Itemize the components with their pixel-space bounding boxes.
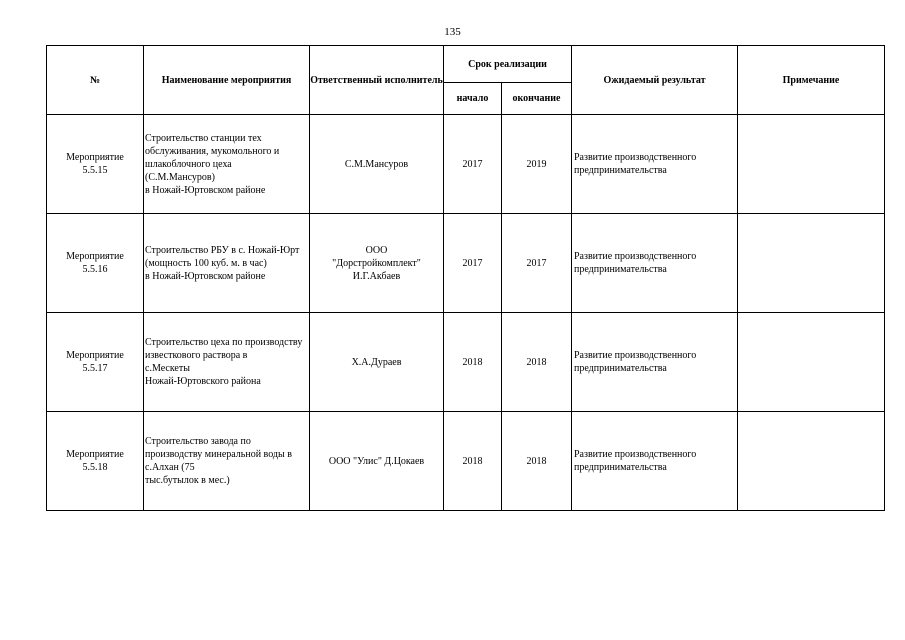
measure-number: Мероприятие 5.5.16 (47, 214, 144, 313)
page-number: 135 (444, 26, 461, 38)
header-end: окончание (502, 83, 572, 115)
measure-result: Развитие производственного предпринимательства (572, 214, 738, 313)
measure-executor: С.М.Мансуров (310, 115, 444, 214)
measure-start: 2018 (444, 412, 502, 511)
header-num: № (47, 46, 144, 115)
measure-name: Строительство цеха по производству известкового раствора в с.Мескеты Ножай-Юртовского района (144, 313, 310, 412)
measure-executor: Х.А.Дураев (310, 313, 444, 412)
measure-start: 2018 (444, 313, 502, 412)
header-name: Наименование мероприятия (144, 46, 310, 115)
measure-end: 2017 (502, 214, 572, 313)
measure-note (738, 313, 885, 412)
measure-result: Развитие производственного предпринимательства (572, 115, 738, 214)
measure-note (738, 412, 885, 511)
measure-note (738, 214, 885, 313)
measure-result: Развитие производственного предпринимательства (572, 313, 738, 412)
measure-name: Строительство РБУ в с. Ножай-Юрт (мощность 100 куб. м. в час) в Ножай-Юртовском районе (144, 214, 310, 313)
measure-executor: ООО "Дорстройкомплект" И.Г.Акбаев (310, 214, 444, 313)
measure-number: Мероприятие 5.5.18 (47, 412, 144, 511)
measure-executor: ООО "Улис" Д.Цокаев (310, 412, 444, 511)
table-row (47, 214, 885, 313)
measure-number: Мероприятие 5.5.15 (47, 115, 144, 214)
header-start: начало (444, 83, 502, 115)
header-row (47, 46, 885, 83)
header-note: Примечание (738, 46, 885, 115)
measure-note (738, 115, 885, 214)
table-row (47, 313, 885, 412)
measure-end: 2018 (502, 412, 572, 511)
measure-end: 2019 (502, 115, 572, 214)
header-result: Ожидаемый результат (572, 46, 738, 115)
measure-result: Развитие производственного предпринимательства (572, 412, 738, 511)
measure-end: 2018 (502, 313, 572, 412)
table-row (47, 412, 885, 511)
measure-name: Строительство станции тех обслуживания, мукомольного и шлакоблочного цеха (С.М.Мансуров) в Ножай-Юртовском районе (144, 115, 310, 214)
measure-start: 2017 (444, 115, 502, 214)
measure-name: Строительство завода по производству минеральной воды в с.Алхан (75 тыс.бутылок в мес.) (144, 412, 310, 511)
measure-start: 2017 (444, 214, 502, 313)
header-executor: Ответственный исполнитель (310, 46, 444, 115)
table-row (47, 115, 885, 214)
header-period: Срок реализации (444, 46, 572, 83)
measures-table (46, 45, 885, 511)
measure-number: Мероприятие 5.5.17 (47, 313, 144, 412)
